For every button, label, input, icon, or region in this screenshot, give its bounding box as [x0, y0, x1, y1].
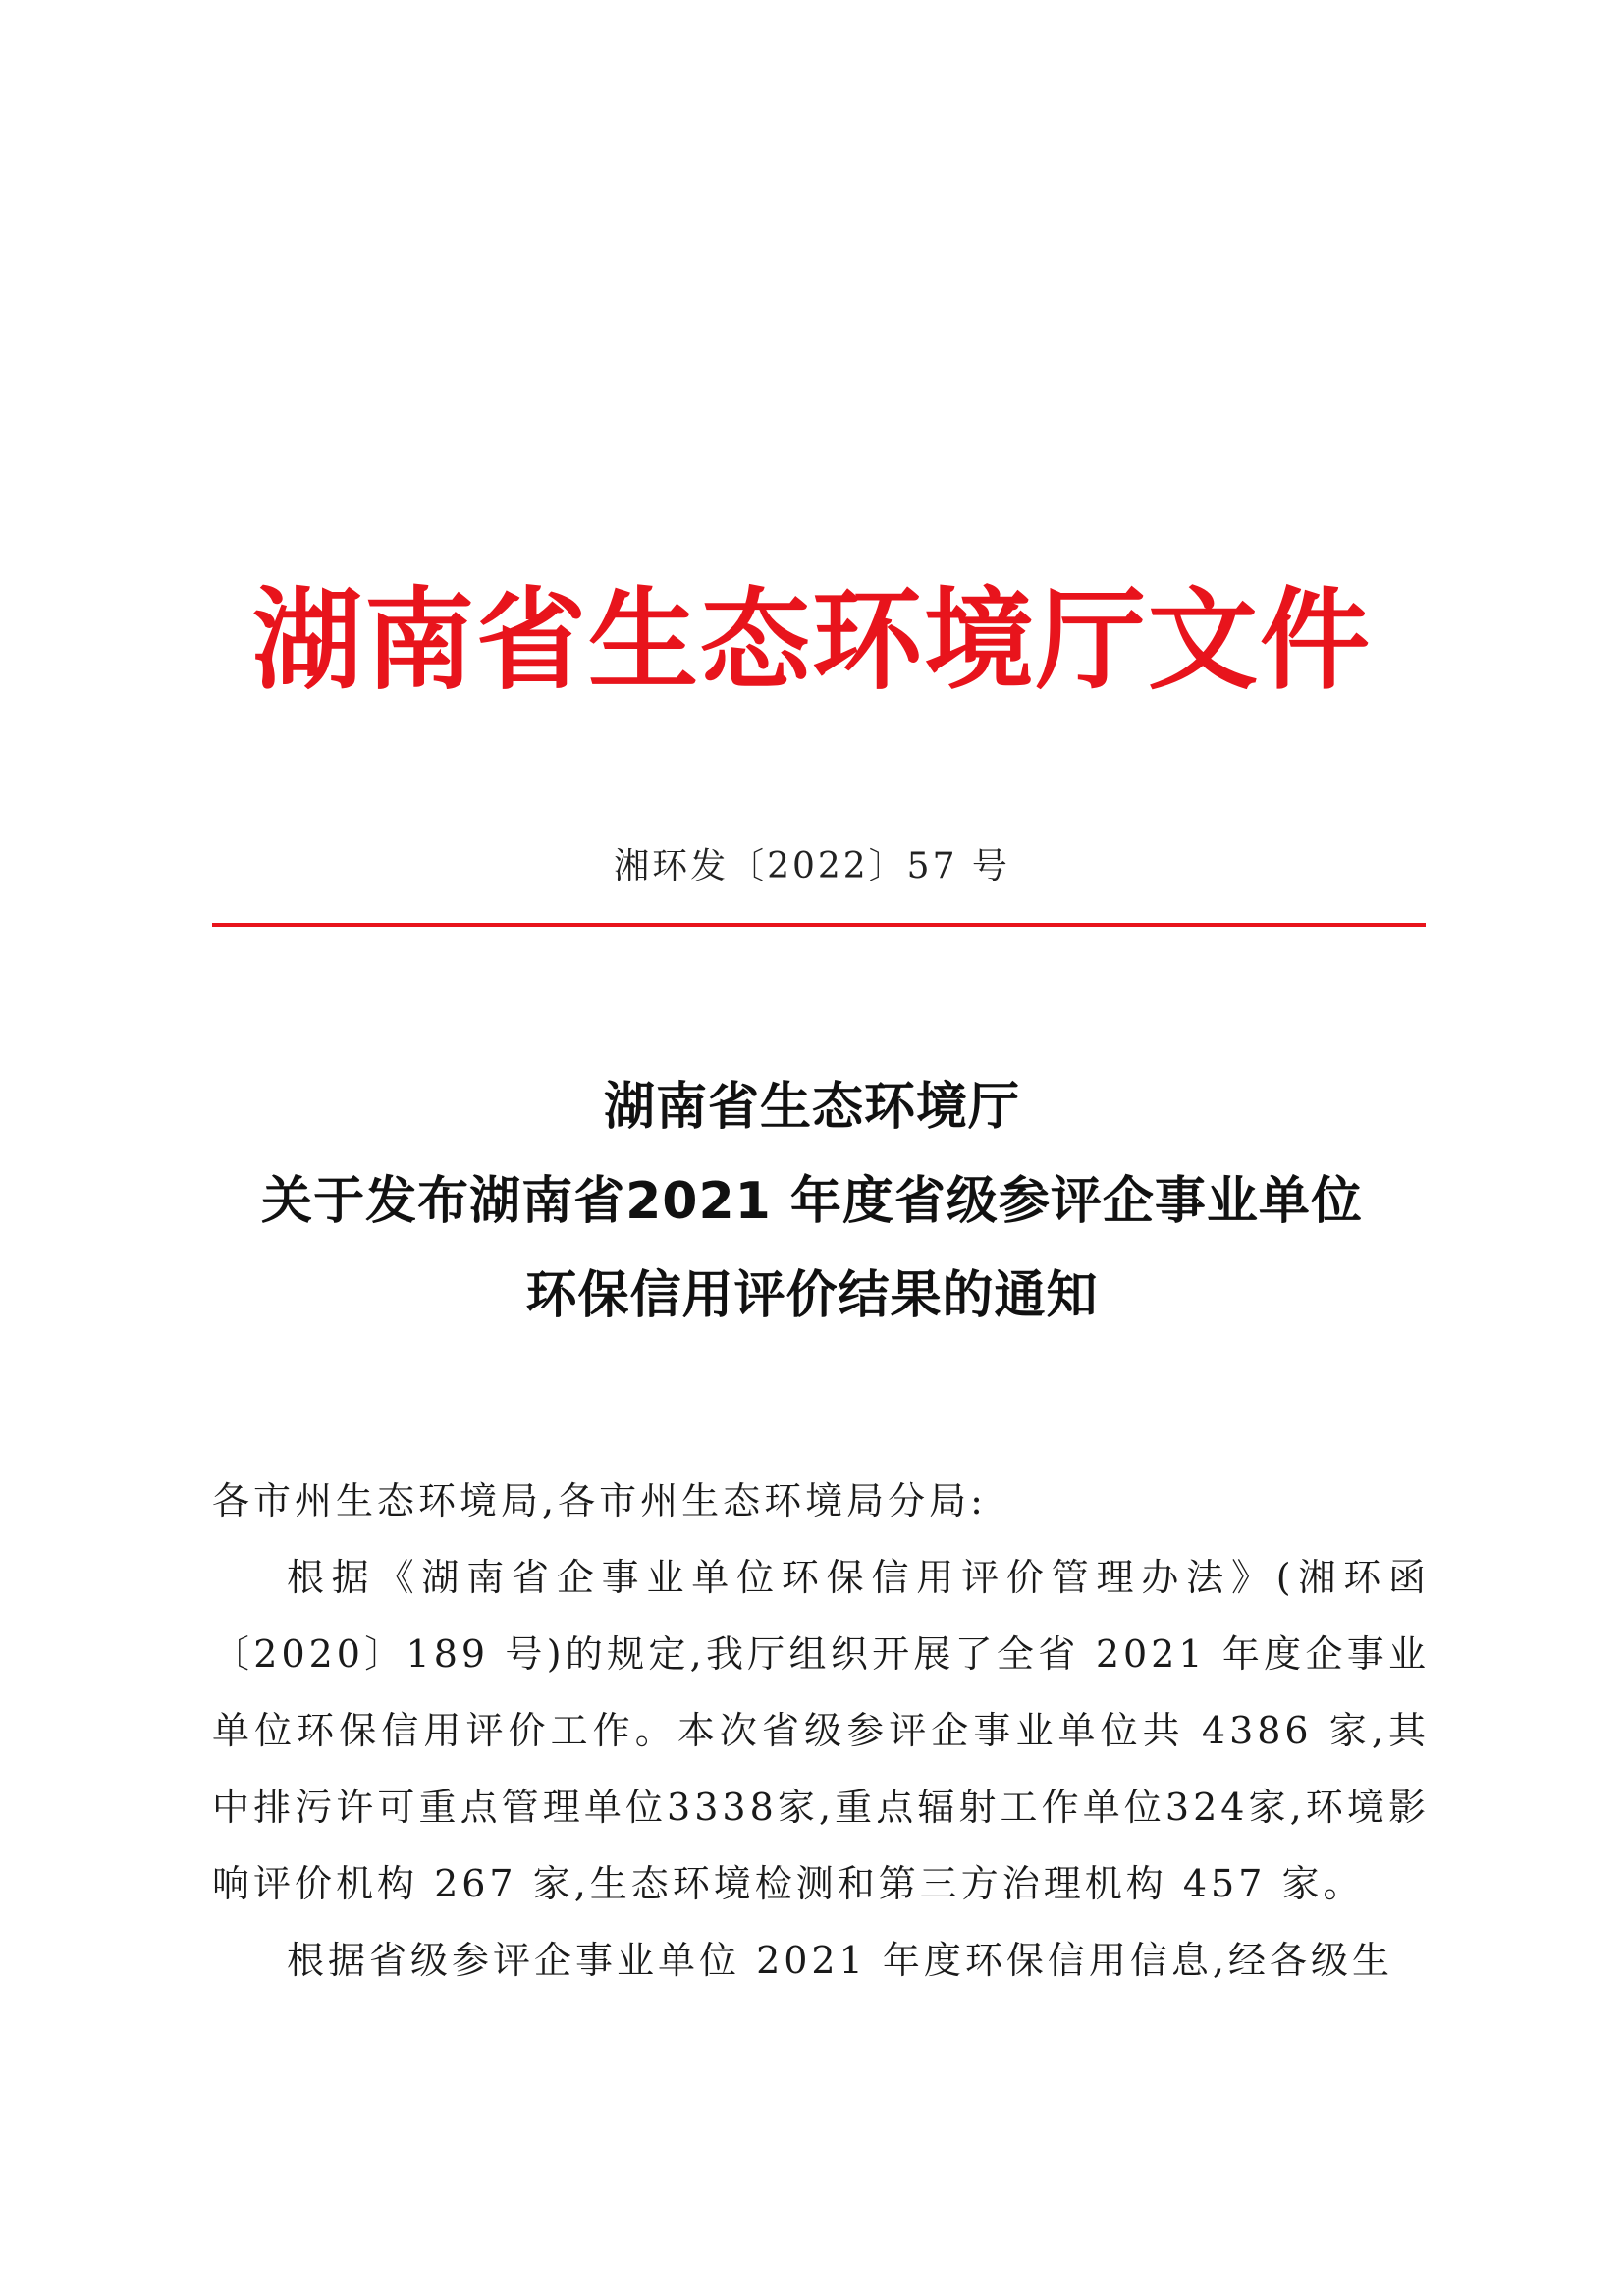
document-number: 湘环发〔2022〕57 号	[614, 846, 1010, 886]
notice-title-line-3: 环保信用评价结果的通知	[525, 1266, 1099, 1325]
notice-title-line-1: 湖南省生态环境厅	[603, 1078, 1020, 1137]
notice-body	[212, 1463, 1430, 1999]
notice-title	[147, 1060, 1477, 1343]
body-paragraph-1: 根据《湖南省企事业单位环保信用评价管理办法》(湘环函〔2020〕189 号)的规定,我厅组织开展了全省 2021 年度企事业单位环保信用评价工作。本次省级参评企事业单位共 4386 家,其中排污许可重点管理单位3338家,重点辐射工作单位324家,环境影响评价机构 267 家,生态环境检测和第三方治理机构 457 家。	[212, 1556, 1430, 1905]
masthead-divider	[212, 923, 1426, 927]
body-paragraph-2: 根据省级参评企事业单位 2021 年度环保信用信息,经各级生	[287, 1939, 1393, 1982]
document-masthead: 湖南省生态环境厅文件	[252, 577, 1372, 705]
notice-title-line-2: 关于发布湖南省2021 年度省级参评企事业单位	[261, 1172, 1363, 1231]
salutation: 各市州生态环境局,各市州生态环境局分局:	[212, 1479, 987, 1522]
